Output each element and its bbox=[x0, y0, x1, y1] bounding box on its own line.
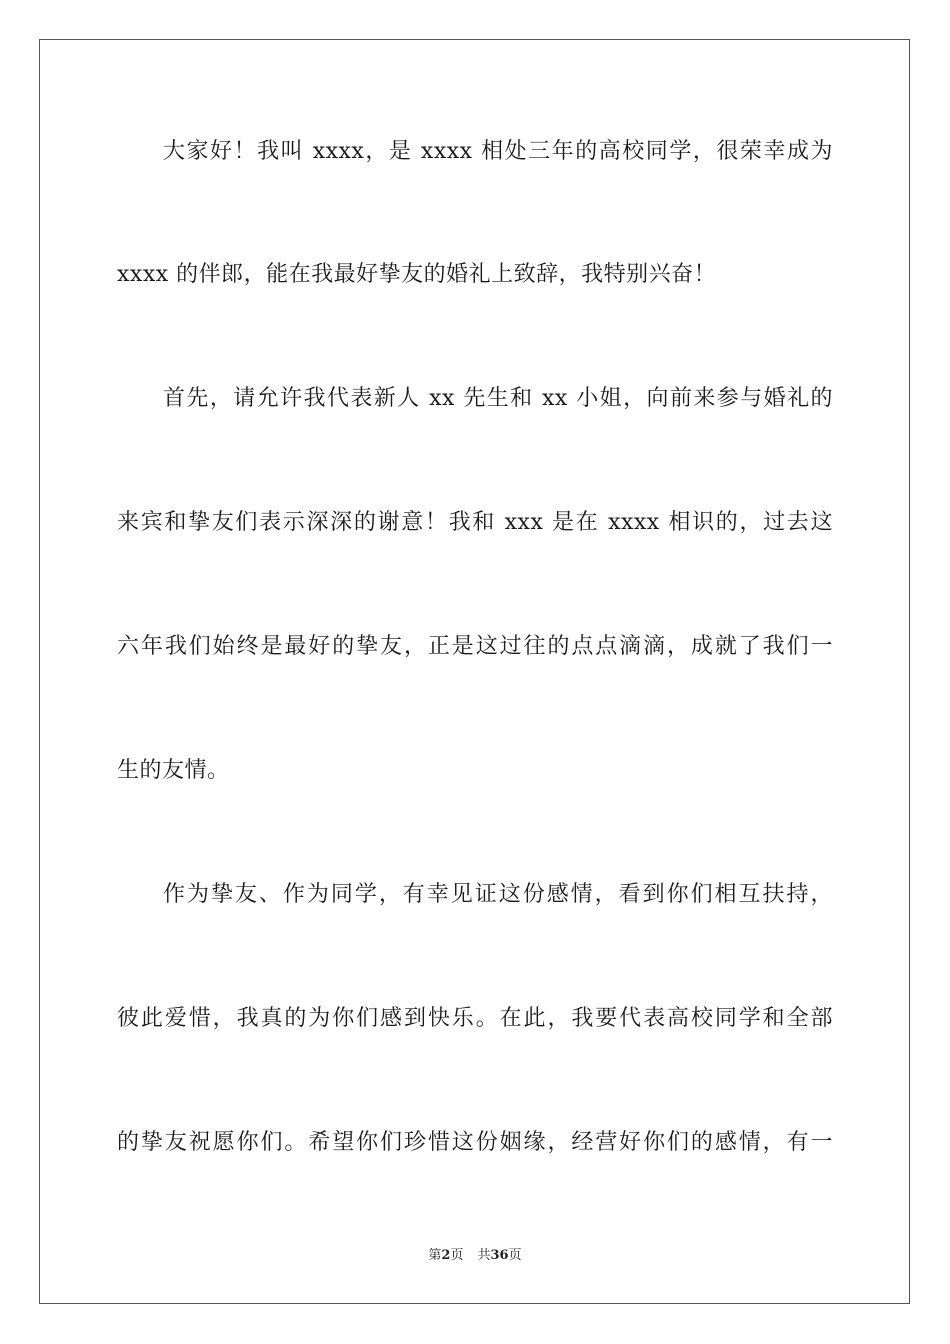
paragraph-line-7: 作为挚友、作为同学，有幸见证这份感情，看到你们相互扶持， bbox=[163, 882, 833, 907]
page-footer bbox=[0, 1247, 950, 1265]
paragraph-line-4: 来宾和挚友们表示深深的谢意！我和 xxx 是在 xxxx 相识的，过去这 bbox=[117, 510, 833, 535]
paragraph-line-5: 六年我们始终是最好的挚友，正是这过往的点点滴滴，成就了我们一 bbox=[117, 634, 833, 659]
paragraph-line-6: 生的友情。 bbox=[117, 758, 230, 783]
page-border bbox=[39, 39, 910, 1304]
page-prefix: 第 bbox=[428, 1248, 442, 1263]
page-suffix: 页 bbox=[450, 1248, 464, 1263]
total-suffix: 页 bbox=[508, 1248, 522, 1263]
paragraph-line-9: 的挚友祝愿你们。希望你们珍惜这份姻缘，经营好你们的感情，有一 bbox=[117, 1130, 833, 1155]
total-pages: 36 bbox=[490, 1248, 509, 1263]
paragraph-line-2: xxxx 的伴郎，能在我最好挚友的婚礼上致辞，我特别兴奋！ bbox=[117, 262, 717, 287]
total-prefix: 共 bbox=[477, 1248, 491, 1263]
paragraph-line-3: 首先，请允许我代表新人 xx 先生和 xx 小姐，向前来参与婚礼的 bbox=[163, 386, 833, 411]
paragraph-line-1: 大家好！我叫 xxxx，是 xxxx 相处三年的高校同学，很荣幸成为 bbox=[163, 139, 833, 164]
page-number: 2 bbox=[441, 1248, 451, 1263]
paragraph-line-8: 彼此爱惜，我真的为你们感到快乐。在此，我要代表高校同学和全部 bbox=[117, 1006, 833, 1031]
